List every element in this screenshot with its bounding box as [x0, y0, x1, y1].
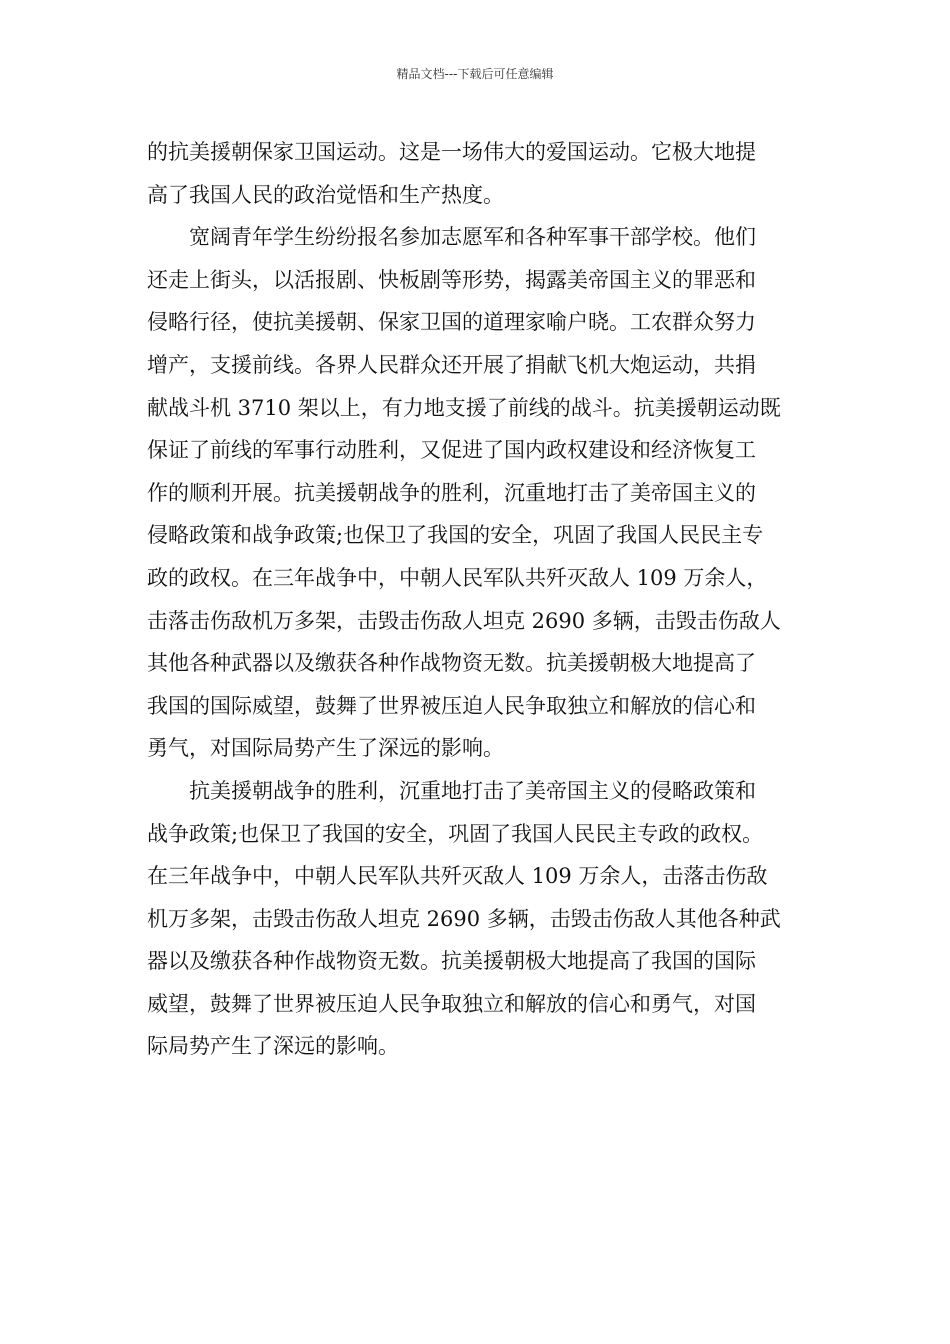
text-line: 我国的国际威望，鼓舞了世界被压迫人民争取独立和解放的信心和	[147, 693, 756, 718]
page-header: 精品文档---下载后可任意编辑	[396, 67, 554, 81]
text-line: 在三年战争中，中朝人民军队共歼灭敌人 109 万余人，击落击伤敌	[147, 864, 768, 889]
text-line: 勇气，对国际局势产生了深远的影响。	[147, 736, 504, 761]
text-line: 宽阔青年学生纷纷报名参加志愿军和各种军事干部学校。他们	[147, 225, 756, 250]
text-line: 抗美援朝战争的胜利，沉重地打击了美帝国主义的侵略政策和	[147, 778, 756, 803]
document-body	[147, 131, 803, 1068]
text-line: 作的顺利开展。抗美援朝战争的胜利，沉重地打击了美帝国主义的	[147, 480, 756, 505]
text-line: 机万多架，击毁击伤敌人坦克 2690 多辆，击毁击伤敌人其他各种武	[147, 906, 781, 931]
text-line: 还走上街头，以活报剧、快板剧等形势，揭露美帝国主义的罪恶和	[147, 267, 756, 292]
text-line: 增产，支援前线。各界人民群众还开展了捐献飞机大炮运动，共捐	[147, 352, 756, 377]
text-line: 侵略政策和战争政策;也保卫了我国的安全，巩固了我国人民民主专	[147, 523, 764, 548]
text-line: 威望，鼓舞了世界被压迫人民争取独立和解放的信心和勇气，对国	[147, 991, 756, 1016]
text-line: 保证了前线的军事行动胜利，又促进了国内政权建设和经济恢复工	[147, 438, 756, 463]
text-line: 其他各种武器以及缴获各种作战物资无数。抗美援朝极大地提高了	[147, 651, 756, 676]
text-line: 的抗美援朝保家卫国运动。这是一场伟大的爱国运动。它极大地提	[147, 140, 756, 164]
text-line: 际局势产生了深远的影响。	[147, 1034, 399, 1059]
text-line: 侵略行径，使抗美援朝、保家卫国的道理家喻户晓。工农群众努力	[147, 310, 756, 335]
text-line: 高了我国人民的政治觉悟和生产热度。	[147, 182, 504, 207]
text-line: 政的政权。在三年战争中，中朝人民军队共歼灭敌人 109 万余人，	[147, 565, 768, 590]
text-line: 献战斗机 3710 架以上，有力地支援了前线的战斗。抗美援朝运动既	[147, 395, 781, 420]
text-line: 击落击伤敌机万多架，击毁击伤敌人坦克 2690 多辆，击毁击伤敌人	[147, 608, 781, 633]
text-line: 战争政策;也保卫了我国的安全，巩固了我国人民民主专政的政权。	[147, 821, 764, 846]
text-line: 器以及缴获各种作战物资无数。抗美援朝极大地提高了我国的国际	[147, 949, 756, 974]
